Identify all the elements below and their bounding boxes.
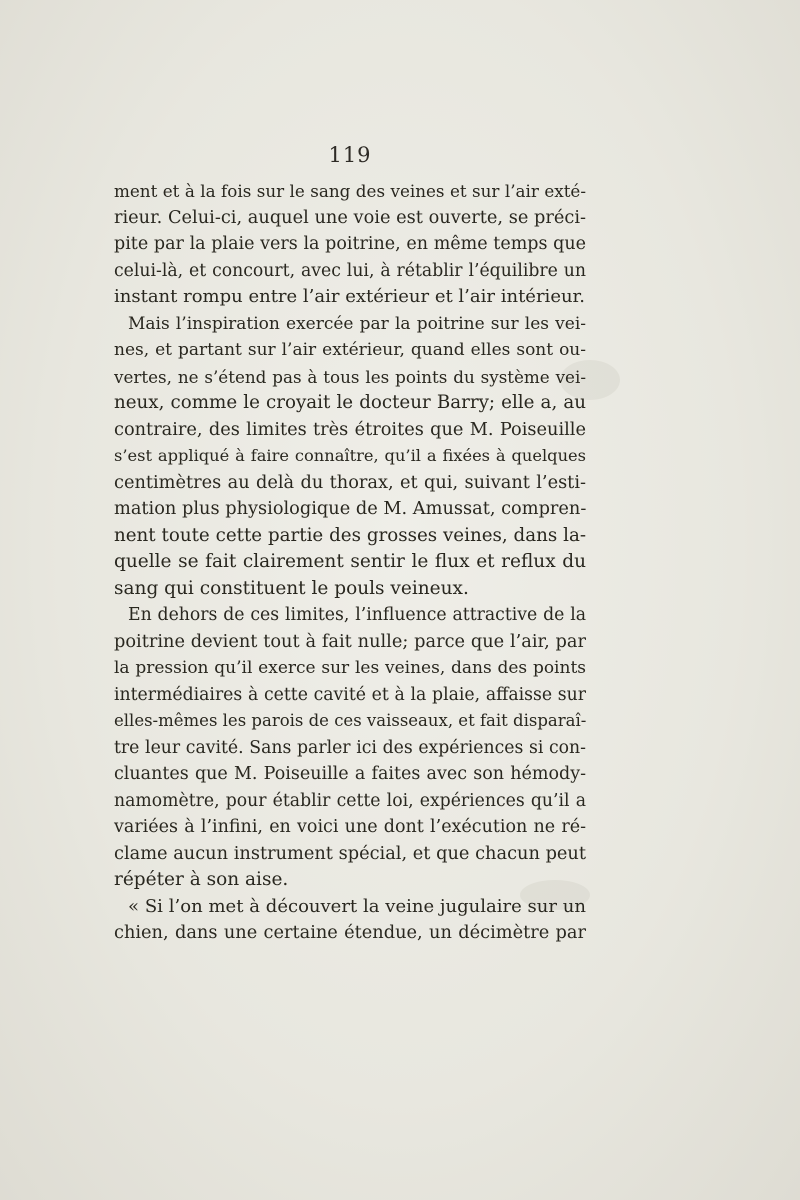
text-line: mation plus physiologique de M. Amussat, compren- [114,499,587,519]
text-line: celui-là, et concourt, avec lui, à rétablir l’équilibre un [114,260,586,281]
text-line: s’est appliqué à faire connaître, qu’il a fixées à quelques [114,446,586,465]
text-line: intermédiaires à cette cavité et à la plaie, affaisse sur [114,684,586,705]
text-line: centimètres au delà du thorax, et qui, suivant l’esti- [114,472,586,493]
body-text [114,178,586,947]
text-line: contraire, des limites très étroites que M. Poiseuille [114,419,586,440]
text-line: instant rompu entre l’air extérieur et l’air intérieur. [114,286,585,307]
text-line: En dehors de ces limites, l’influence attractive de la [128,605,586,625]
text-line: namomètre, pour établir cette loi, expériences qu’il a [114,790,586,811]
text-line: chien, dans une certaine étendue, un décimètre par [114,923,586,943]
text-line: sang qui constituent le pouls veineux. [114,577,469,599]
text-line: répéter à son aise. [114,869,289,890]
text-line: ment et à la fois sur le sang des veines et sur l’air exté- [114,181,586,201]
text-line: poitrine devient tout à fait nulle; parce que l’air, par [114,631,586,652]
text-line: Mais l’inspiration exercée par la poitrine sur les vei- [128,313,586,334]
text-line: rieur. Celui-ci, auquel une voie est ouverte, se préci- [114,207,586,228]
text-line: quelle se fait clairement sentir le flux et reflux du [114,551,586,572]
text-line: pite par la plaie vers la poitrine, en même temps que [114,234,586,254]
text-line: clame aucun instrument spécial, et que chacun peut [114,843,586,864]
text-line: « Si l’on met à découvert la veine jugulaire sur un [128,895,586,917]
text-line: la pression qu’il exerce sur les veines, dans des points [114,658,586,678]
text-line: cluantes que M. Poiseuille a faites avec son hémody- [114,764,586,784]
page-number: 119 [328,143,372,167]
text-line: nes, et partant sur l’air extérieur, quand elles sont ou- [114,340,586,360]
text-line: nent toute cette partie des grosses veines, dans la- [114,524,586,546]
text-line: tre leur cavité. Sans parler ici des expériences si con- [114,737,586,758]
text-line: neux, comme le croyait le docteur Barry; elle a, au [114,392,586,413]
text-line: elles-mêmes les parois de ces vaisseaux, et fait disparaî- [114,711,587,730]
text-line: vertes, ne s’étend pas à tous les points du système vei- [114,366,586,387]
text-line: variées à l’infini, en voici une dont l’exécution ne ré- [114,817,586,837]
